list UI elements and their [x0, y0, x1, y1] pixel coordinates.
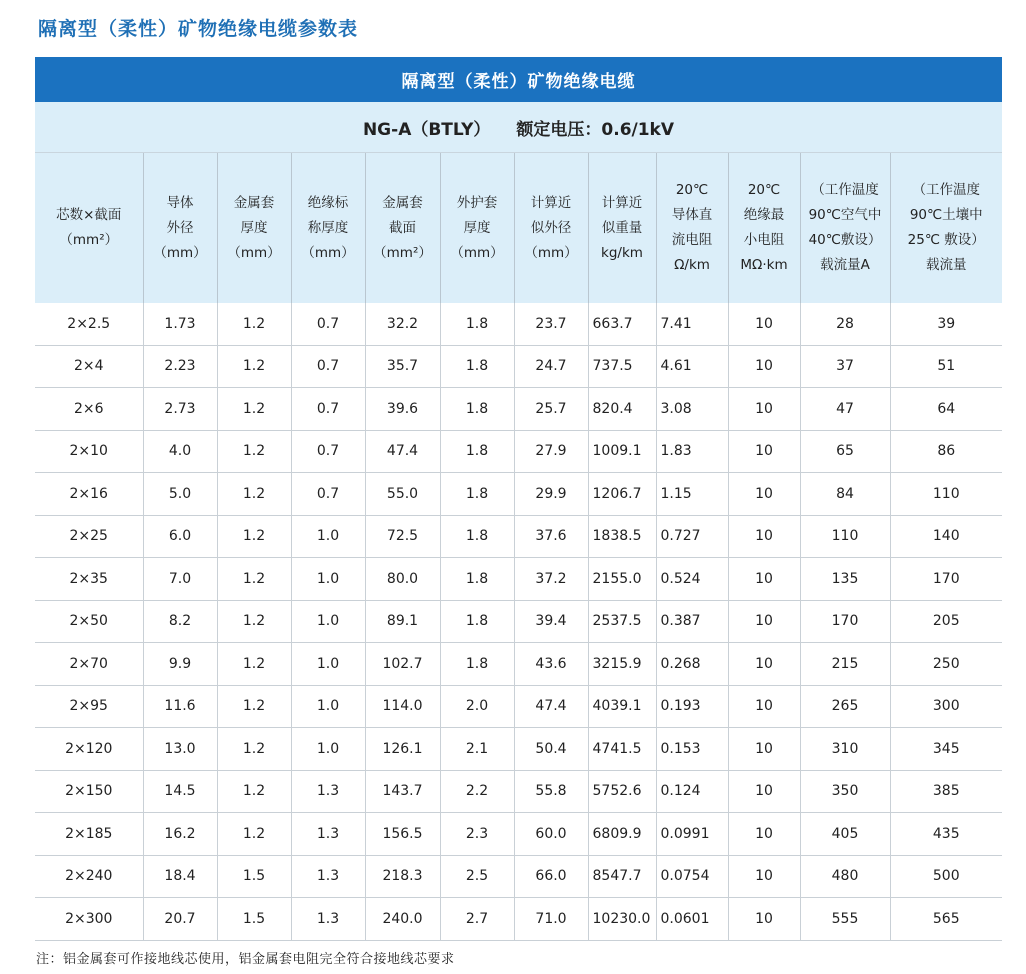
table-cell: 47.4 [514, 685, 588, 728]
table-cell: 480 [800, 855, 890, 898]
table-cell: 2×300 [35, 898, 143, 941]
column-header-line: 似重量 [601, 219, 643, 236]
table-cell: 135 [800, 558, 890, 601]
table-cell: 170 [890, 558, 1002, 601]
table-cell: 2×120 [35, 728, 143, 771]
table-cell: 2×240 [35, 855, 143, 898]
column-header-line: 金属套 [233, 194, 275, 211]
table-cell: 565 [890, 898, 1002, 941]
table-cell: 27.9 [514, 430, 588, 473]
table-cell: 4.0 [143, 430, 217, 473]
table-cell: 80.0 [365, 558, 440, 601]
table-cell: 24.7 [514, 345, 588, 388]
table-cell: 8.2 [143, 600, 217, 643]
column-header-line: 导体 [166, 194, 194, 211]
table-cell: 32.2 [365, 303, 440, 345]
table-cell: 114.0 [365, 685, 440, 728]
table-cell: 47 [800, 388, 890, 431]
table-cell: 1.73 [143, 303, 217, 345]
table-cell: 500 [890, 855, 1002, 898]
table-cell: 2537.5 [588, 600, 656, 643]
table-cell: 1.0 [291, 558, 365, 601]
table-cell: 72.5 [365, 515, 440, 558]
table-cell: 1.15 [656, 473, 728, 516]
table-cell: 2.23 [143, 345, 217, 388]
table-cell: 126.1 [365, 728, 440, 771]
cable-spec-table [35, 57, 1002, 941]
table-cell: 89.1 [365, 600, 440, 643]
table-row [35, 473, 1002, 516]
column-header-line: 25℃ 敷设） [907, 232, 985, 248]
table-cell: 2.0 [440, 685, 514, 728]
table-cell: 2.73 [143, 388, 217, 431]
table-cell: 1.8 [440, 473, 514, 516]
table-cell: 16.2 [143, 813, 217, 856]
table-cell: 3.08 [656, 388, 728, 431]
column-header-line: 芯数×截面 [56, 207, 122, 223]
table-cell: 1.0 [291, 515, 365, 558]
table-cell: 1.8 [440, 515, 514, 558]
table-cell: 0.153 [656, 728, 728, 771]
column-header-line: 20℃ [675, 182, 709, 198]
table-cell: 50.4 [514, 728, 588, 771]
table-cell: 1.5 [217, 855, 291, 898]
table-cell: 23.7 [514, 303, 588, 345]
column-header [800, 153, 890, 304]
column-header-line: 90℃土壤中 [909, 207, 983, 223]
table-cell: 5752.6 [588, 770, 656, 813]
table-cell: 2.5 [440, 855, 514, 898]
table-cell: 4.61 [656, 345, 728, 388]
column-header [514, 153, 588, 304]
table-cell: 1.2 [217, 303, 291, 345]
table-cell: 2.2 [440, 770, 514, 813]
table-cell: 7.0 [143, 558, 217, 601]
column-header-line: 计算近 [601, 194, 643, 211]
table-cell: 39 [890, 303, 1002, 345]
column-header-line: 流电阻 [671, 232, 713, 248]
table-cell: 0.7 [291, 303, 365, 345]
voltage-label: 额定电压：0.6/1kV [516, 119, 675, 140]
table-cell: 555 [800, 898, 890, 941]
table-cell: 84 [800, 473, 890, 516]
table-cell: 1.0 [291, 600, 365, 643]
column-header-line: 厚度 [463, 219, 491, 236]
table-cell: 1.8 [440, 558, 514, 601]
column-header-line: 计算近 [530, 194, 572, 211]
column-header-line: 20℃ [747, 182, 781, 198]
table-cell: 0.524 [656, 558, 728, 601]
column-header [365, 153, 440, 304]
table-cell: 300 [890, 685, 1002, 728]
table-cell: 1.2 [217, 473, 291, 516]
column-header-line: 载流量 [926, 257, 967, 273]
table-cell: 55.8 [514, 770, 588, 813]
column-header [217, 153, 291, 304]
table-cell: 1.2 [217, 600, 291, 643]
table-cell: 2×95 [35, 685, 143, 728]
table-cell: 18.4 [143, 855, 217, 898]
column-header [440, 153, 514, 304]
table-cell: 2×50 [35, 600, 143, 643]
table-cell: 29.9 [514, 473, 588, 516]
table-row [35, 388, 1002, 431]
table-cell: 11.6 [143, 685, 217, 728]
table-cell: 10 [728, 388, 800, 431]
table-cell: 385 [890, 770, 1002, 813]
table-row [35, 855, 1002, 898]
table-cell: 55.0 [365, 473, 440, 516]
column-header [728, 153, 800, 304]
column-header-line: 绝缘最 [743, 207, 785, 223]
table-cell: 25.7 [514, 388, 588, 431]
table-cell: 1.3 [291, 770, 365, 813]
column-header [890, 153, 1002, 304]
table-cell: 60.0 [514, 813, 588, 856]
table-cell: 0.124 [656, 770, 728, 813]
table-cell: 820.4 [588, 388, 656, 431]
table-cell: 1.2 [217, 813, 291, 856]
footnote: 注：铝金属套可作接地线芯使用，铝金属套电阻完全符合接地线芯要求 [36, 952, 455, 967]
table-cell: 65 [800, 430, 890, 473]
table-cell: 10 [728, 430, 800, 473]
table-cell: 737.5 [588, 345, 656, 388]
table-row [35, 813, 1002, 856]
table-cell: 6.0 [143, 515, 217, 558]
table-cell: 9.9 [143, 643, 217, 686]
table-cell: 1.2 [217, 643, 291, 686]
table-cell: 265 [800, 685, 890, 728]
column-header-line: kg/km [601, 244, 643, 261]
table-cell: 66.0 [514, 855, 588, 898]
table-cell: 1.3 [291, 813, 365, 856]
table-cell: 2155.0 [588, 558, 656, 601]
table-cell: 1.5 [217, 898, 291, 941]
table-cell: 1.0 [291, 643, 365, 686]
table-cell: 156.5 [365, 813, 440, 856]
table-cell: 1.2 [217, 728, 291, 771]
table-cell: 2×4 [35, 345, 143, 388]
table-cell: 240.0 [365, 898, 440, 941]
table-cell: 2×35 [35, 558, 143, 601]
table-cell: 13.0 [143, 728, 217, 771]
table-cell: 1.2 [217, 430, 291, 473]
table-cell: 10 [728, 303, 800, 345]
table-cell: 1.2 [217, 345, 291, 388]
table-cell: 10 [728, 898, 800, 941]
table-cell: 10 [728, 770, 800, 813]
table-cell: 1.2 [217, 515, 291, 558]
column-header-line: 绝缘标 [307, 194, 349, 211]
table-cell: 10 [728, 643, 800, 686]
table-cell: 2.7 [440, 898, 514, 941]
table-row [35, 898, 1002, 941]
column-header-line: （mm） [227, 244, 281, 261]
table-cell: 2×16 [35, 473, 143, 516]
column-header [291, 153, 365, 304]
table-title: 隔离型（柔性）矿物绝缘电缆 [35, 57, 1002, 102]
table-cell: 0.7 [291, 388, 365, 431]
table-cell: 1.83 [656, 430, 728, 473]
table-cell: 102.7 [365, 643, 440, 686]
table-cell: 0.193 [656, 685, 728, 728]
table-cell: 170 [800, 600, 890, 643]
column-header-line: 外径 [166, 219, 194, 236]
table-cell: 1.8 [440, 303, 514, 345]
table-cell: 0.387 [656, 600, 728, 643]
column-header-line: 40℃敷设） [808, 232, 882, 248]
table-cell: 37.2 [514, 558, 588, 601]
table-cell: 2×25 [35, 515, 143, 558]
table-cell: 51 [890, 345, 1002, 388]
table-row [35, 600, 1002, 643]
table-cell: 1.0 [291, 728, 365, 771]
column-header [656, 153, 728, 304]
table-cell: 8547.7 [588, 855, 656, 898]
table-cell: 10 [728, 515, 800, 558]
table-cell: 250 [890, 643, 1002, 686]
table-cell: 1.2 [217, 770, 291, 813]
table-cell: 10 [728, 855, 800, 898]
page-title: 隔离型（柔性）矿物绝缘电缆参数表 [38, 18, 359, 40]
table-cell: 28 [800, 303, 890, 345]
table-row [35, 685, 1002, 728]
column-header-line: （mm²） [373, 244, 432, 261]
table-cell: 0.268 [656, 643, 728, 686]
table-cell: 37.6 [514, 515, 588, 558]
table-cell: 218.3 [365, 855, 440, 898]
table-row [35, 430, 1002, 473]
table-cell: 10 [728, 345, 800, 388]
column-header-line: 载流量A [820, 257, 870, 273]
table-cell: 1.8 [440, 430, 514, 473]
table-cell: 2.3 [440, 813, 514, 856]
column-header-line: Ω/km [674, 257, 710, 273]
table-cell: 1.2 [217, 558, 291, 601]
column-header-line: 外护套 [456, 194, 498, 211]
table-cell: 0.7 [291, 345, 365, 388]
column-header-row [35, 153, 1002, 304]
column-header-line: （mm） [450, 244, 504, 261]
table-cell: 7.41 [656, 303, 728, 345]
table-cell: 4039.1 [588, 685, 656, 728]
table-cell: 10 [728, 473, 800, 516]
column-header-line: 截面 [389, 219, 416, 236]
column-header-line: 厚度 [240, 219, 268, 236]
table-cell: 43.6 [514, 643, 588, 686]
table-cell: 0.7 [291, 473, 365, 516]
column-header-line: （mm） [153, 244, 207, 261]
table-cell: 0.7 [291, 430, 365, 473]
table-cell: 663.7 [588, 303, 656, 345]
column-header-line: 小电阻 [743, 232, 785, 248]
table-cell: 2.1 [440, 728, 514, 771]
column-header [588, 153, 656, 304]
column-header-line: （mm） [524, 244, 578, 261]
table-cell: 2×185 [35, 813, 143, 856]
table-row [35, 515, 1002, 558]
table-body [35, 303, 1002, 940]
column-header-line: 导体直 [671, 207, 713, 223]
column-header-line: （工作温度 [811, 182, 879, 198]
table-cell: 1206.7 [588, 473, 656, 516]
table-cell: 47.4 [365, 430, 440, 473]
table-cell: 350 [800, 770, 890, 813]
table-cell: 2×10 [35, 430, 143, 473]
table-cell: 140 [890, 515, 1002, 558]
table-row [35, 345, 1002, 388]
table-cell: 4741.5 [588, 728, 656, 771]
model-label: NG-A（BTLY） [362, 119, 491, 140]
table-cell: 6809.9 [588, 813, 656, 856]
table-row [35, 770, 1002, 813]
table-cell: 110 [800, 515, 890, 558]
table-cell: 39.6 [365, 388, 440, 431]
table-cell: 64 [890, 388, 1002, 431]
table-cell: 2×70 [35, 643, 143, 686]
column-header-line: 称厚度 [307, 219, 349, 236]
column-header-line: 90℃空气中 [808, 207, 882, 223]
table-cell: 215 [800, 643, 890, 686]
column-header-line: 金属套 [382, 194, 423, 211]
table-cell: 1.0 [291, 685, 365, 728]
table-cell: 110 [890, 473, 1002, 516]
table-cell: 86 [890, 430, 1002, 473]
table-cell: 1838.5 [588, 515, 656, 558]
column-header [143, 153, 217, 304]
table-cell: 310 [800, 728, 890, 771]
table-row [35, 303, 1002, 345]
table-cell: 1.8 [440, 345, 514, 388]
table-cell: 35.7 [365, 345, 440, 388]
column-header-line: MΩ·km [740, 257, 788, 273]
table-cell: 20.7 [143, 898, 217, 941]
table-cell: 10 [728, 600, 800, 643]
table-cell: 0.0991 [656, 813, 728, 856]
table-cell: 1.2 [217, 388, 291, 431]
table-cell: 143.7 [365, 770, 440, 813]
table-cell: 345 [890, 728, 1002, 771]
table-row [35, 558, 1002, 601]
table-cell: 0.0601 [656, 898, 728, 941]
table-row [35, 728, 1002, 771]
table-cell: 1.2 [217, 685, 291, 728]
table-row [35, 643, 1002, 686]
table-cell: 10 [728, 813, 800, 856]
table-cell: 37 [800, 345, 890, 388]
table-cell: 39.4 [514, 600, 588, 643]
table-cell: 3215.9 [588, 643, 656, 686]
table-cell: 0.727 [656, 515, 728, 558]
column-header-line: （mm²） [59, 232, 119, 248]
table-cell: 0.0754 [656, 855, 728, 898]
table-cell: 405 [800, 813, 890, 856]
table-cell: 205 [890, 600, 1002, 643]
table-cell: 10 [728, 728, 800, 771]
table-cell: 1.3 [291, 855, 365, 898]
table-cell: 10230.0 [588, 898, 656, 941]
column-header-line: （工作温度 [912, 182, 980, 198]
table-cell: 2×150 [35, 770, 143, 813]
column-header-line: 似外径 [530, 219, 572, 236]
column-header [35, 153, 143, 304]
table-cell: 2×6 [35, 388, 143, 431]
table-cell: 2×2.5 [35, 303, 143, 345]
column-header-line: （mm） [301, 244, 355, 261]
table-cell: 10 [728, 558, 800, 601]
table-cell: 14.5 [143, 770, 217, 813]
table-cell: 435 [890, 813, 1002, 856]
table-cell: 1.8 [440, 600, 514, 643]
table-cell: 1.3 [291, 898, 365, 941]
table-cell: 10 [728, 685, 800, 728]
table-cell: 1009.1 [588, 430, 656, 473]
table-cell: 5.0 [143, 473, 217, 516]
table-cell: 1.8 [440, 388, 514, 431]
table-subtitle [35, 102, 1002, 153]
table-cell: 1.8 [440, 643, 514, 686]
table-cell: 71.0 [514, 898, 588, 941]
